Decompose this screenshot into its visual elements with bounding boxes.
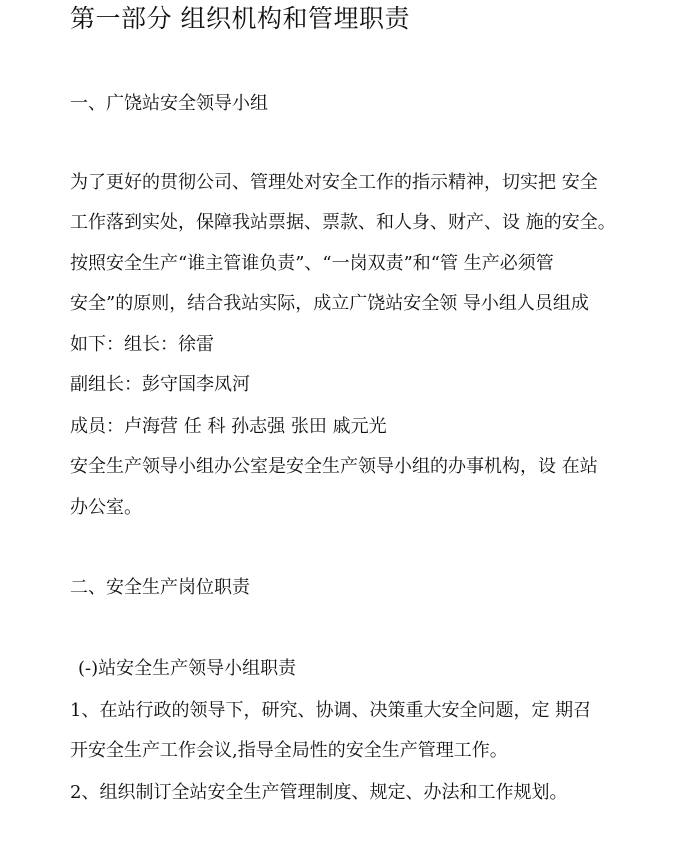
members-line: 成员：卢海营 任 科 孙志强 张田 戚元光 [70, 416, 387, 437]
paragraph-line: 安全”的原则，结合我站实际，成立广饶站安全领 导小组人员组成 [70, 293, 589, 314]
section-heading-1: 一、广饶站安全领导小组 [70, 93, 268, 114]
office-line: 办公室。 [70, 497, 142, 518]
duty-line: 2、组织制订全站安全生产管理制度、规定、办法和工作规划。 [70, 782, 568, 803]
subsection-heading: (-)站安全生产领导小组职责 [78, 658, 297, 679]
paragraph-line: 为了更好的贯彻公司、管理处对安全工作的指示精神，切实把 安全 [70, 172, 598, 193]
office-line: 安全生产领导小组办公室是安全生产领导小组的办事机构，设 在站 [70, 456, 598, 477]
duty-line: 开安全生产工作会议,指导全局性的安全生产管理工作。 [70, 740, 508, 761]
section-heading-2: 二、安全生产岗位职责 [70, 577, 250, 598]
deputy-leader-line: 副组长：彭守国李凤河 [70, 374, 250, 395]
page-title: 第一部分 组织机构和管埋职责 [70, 4, 410, 33]
paragraph-line: 工作落到实处，保障我站票据、票款、和人身、财产、设 施的安全。 [70, 212, 616, 233]
duty-line: 1、在站行政的领导下，研究、协调、决策重大安全问题，定 期召 [70, 700, 592, 721]
paragraph-line: 按照安全生产“谁主管谁负责”、“一岗双责”和“管 生产必须管 [70, 253, 554, 274]
paragraph-line: 如下：组长：徐雷 [70, 334, 214, 355]
